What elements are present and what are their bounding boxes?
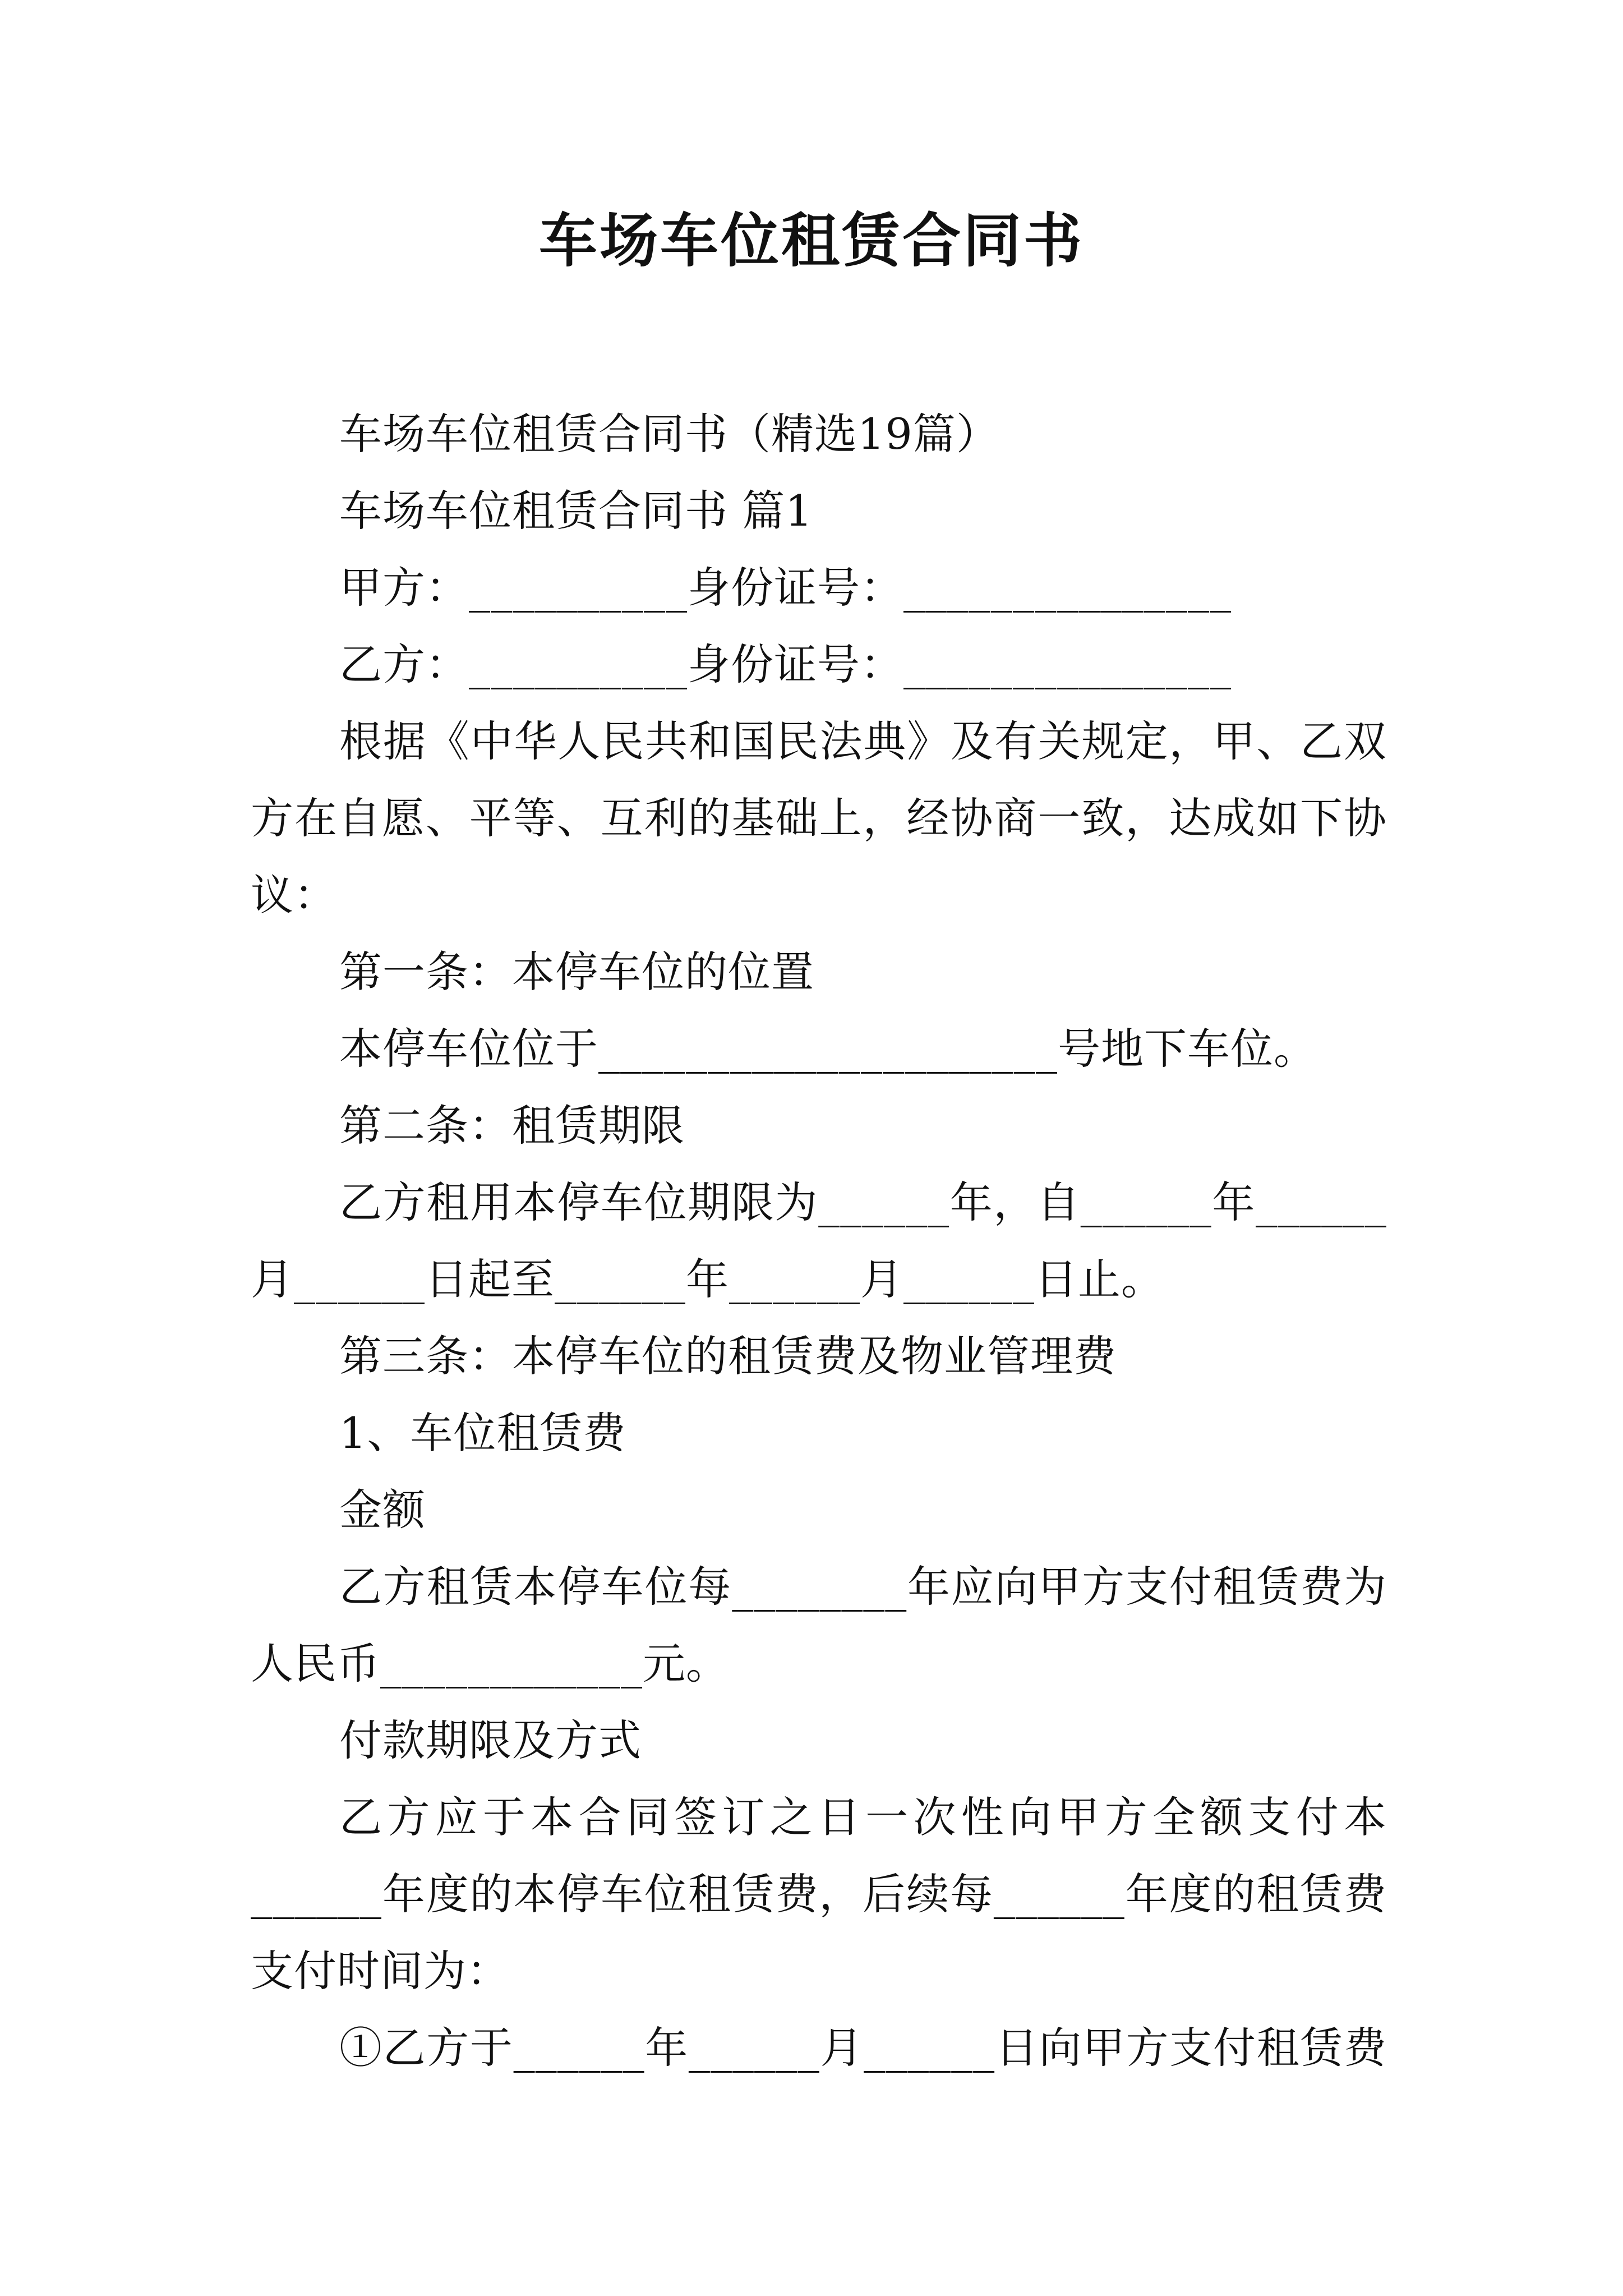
text-line: 乙方租用本停车位期限为______年，自______年______ — [339, 1177, 1387, 1227]
clause-2-heading — [251, 1087, 1387, 1164]
party-a-line — [251, 549, 1387, 626]
chapter-heading — [251, 472, 1387, 549]
text-line: 月______日起至______年______月______日止。 — [251, 1254, 1164, 1304]
text-line: 本停车位位于_____________________号地下车位。 — [339, 1024, 1317, 1074]
text-line: 人民币____________元。 — [251, 1639, 729, 1688]
payment-terms-text — [251, 1779, 1387, 2009]
text-line: 支付时间为： — [251, 1946, 510, 1996]
collection-title — [251, 395, 1387, 472]
text-line: 1、车位租赁费 — [339, 1408, 626, 1458]
text-line: 第三条：本停车位的租赁费及物业管理费 — [339, 1331, 1117, 1381]
payment-schedule-item-1 — [251, 2009, 1387, 2086]
text-line: 乙方：__________身份证号：_______________ — [339, 639, 1232, 689]
text-line: 付款期限及方式 — [339, 1715, 642, 1765]
text-line: 甲方：__________身份证号：_______________ — [339, 563, 1232, 613]
document-body — [251, 395, 1387, 2086]
text-line: 乙方租赁本停车位每________年应向甲方支付租赁费为 — [339, 1562, 1387, 1612]
clause-3-item-1-heading — [251, 1395, 1387, 1471]
clause-1-text — [251, 1010, 1387, 1087]
preamble-paragraph — [251, 703, 1387, 933]
text-line: 金额 — [339, 1485, 426, 1535]
text-line: ______年度的本停车位租赁费，后续每______年度的租赁费 — [251, 1869, 1387, 1919]
text-line: 车场车位租赁合同书（精选19篇） — [339, 409, 999, 459]
clause-1-heading — [251, 933, 1387, 1010]
text-line: ①乙方于______年______月______日向甲方支付租赁费 — [339, 2023, 1387, 2073]
text-line: 乙方应于本合同签订之日一次性向甲方全额支付本 — [339, 1792, 1387, 1842]
document-title: 车场车位租赁合同书 — [538, 207, 1084, 274]
clause-3-heading — [251, 1318, 1387, 1395]
text-line: 根据《中华人民共和国民法典》及有关规定，甲、乙双 — [339, 716, 1387, 766]
amount-subheading — [251, 1471, 1387, 1548]
payment-terms-subheading — [251, 1702, 1387, 1779]
text-line: 议： — [251, 870, 337, 920]
clause-2-text — [251, 1164, 1387, 1318]
amount-text — [251, 1548, 1387, 1702]
text-line: 第一条：本停车位的位置 — [339, 947, 814, 997]
text-line: 方在自愿、平等、互利的基础上，经协商一致，达成如下协 — [251, 793, 1387, 843]
party-b-line — [251, 626, 1387, 703]
text-line: 第二条：租赁期限 — [339, 1101, 685, 1151]
text-line: 车场车位租赁合同书 篇1 — [339, 486, 813, 536]
